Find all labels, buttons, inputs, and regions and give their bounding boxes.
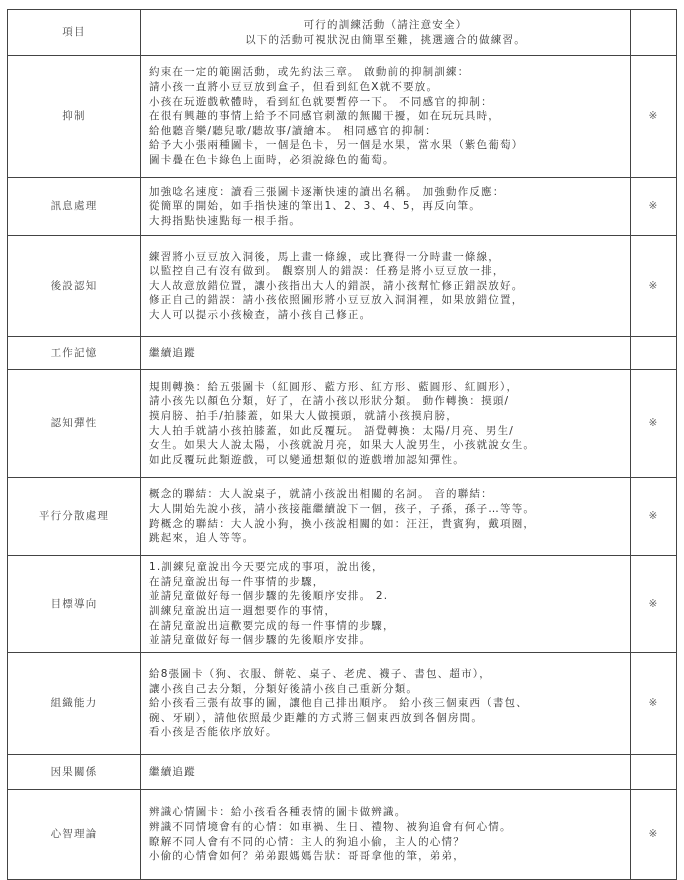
- row-activities: [141, 370, 631, 478]
- row-activities: [141, 236, 631, 337]
- row-activities: [141, 653, 631, 755]
- row-mark: ※: [631, 653, 677, 755]
- table-row: [8, 370, 677, 478]
- row-mark: [631, 755, 677, 790]
- activity-line: 大人開始先說小孩，請小孩接龍繼續說下一個，孩子，子孫，孫子…等等。: [149, 502, 536, 515]
- row-mark: ※: [631, 556, 677, 653]
- header-mark-cell: [631, 10, 677, 56]
- row-activities: [141, 178, 631, 236]
- activity-line: 修正自己的錯誤：請小孩依照圖形將小豆豆放入洞洞裡，如果放錯位置，: [149, 294, 524, 307]
- activity-line: 請小孩一直將小豆豆放到盒子，但看到紅色X就不要放。: [149, 81, 439, 94]
- table-row: [8, 556, 677, 653]
- table-row: [8, 478, 677, 556]
- row-item-label: 組織能力: [8, 653, 141, 755]
- row-item-label: 因果關係: [8, 755, 141, 790]
- activity-line: 約束在一定的範圍活動，或先約法三章。 啟動前的抑制訓練：: [149, 66, 470, 79]
- activity-line: 看小孩是否能依序放好。: [149, 726, 278, 739]
- header-title: [141, 10, 631, 56]
- row-item-label: 目標導向: [8, 556, 141, 653]
- header-row: [8, 10, 677, 56]
- row-mark: ※: [631, 56, 677, 178]
- table-row: [8, 755, 677, 790]
- row-mark: [631, 337, 677, 370]
- row-mark: ※: [631, 478, 677, 556]
- activity-line: 辨識心情圖卡：給小孩看各種表情的圖卡做辨識。: [149, 806, 407, 819]
- table-row: [8, 790, 677, 880]
- activity-line: 給他聽音樂/聽兒歌/聽故事/讀繪本。 相同感官的抑制：: [149, 124, 437, 137]
- table-row: [8, 653, 677, 755]
- activity-line: 給小孩看三張有故事的圖，讓他自己排出順序。 給小孩三個東西（書包、: [149, 697, 528, 710]
- row-item-label: 心智理論: [8, 790, 141, 880]
- table-row: [8, 337, 677, 370]
- header-title-line: 以下的活動可視狀況由簡單至難，挑選適合的做練習。: [245, 33, 526, 46]
- row-mark: ※: [631, 790, 677, 880]
- activity-line: 給8張圖卡（狗、衣服、餅乾、桌子、老虎、襪子、書包、超市），: [149, 668, 491, 681]
- activity-line: 並請兒童做好每一個步驟的先後順序安排。 2.: [149, 590, 389, 603]
- activity-line: 大拇指點快速點每一根手指。: [149, 214, 302, 227]
- table-row: [8, 178, 677, 236]
- row-activities: [141, 790, 631, 880]
- activity-line: 摸肩膀、拍手/拍膝蓋，如果大人做摸頭，就請小孩摸肩膀，: [149, 409, 458, 422]
- row-mark: ※: [631, 236, 677, 337]
- activity-line: 圖卡疊在色卡綠色上面時，必須說綠色的葡萄。: [149, 153, 395, 166]
- activity-line: 小孩在玩遊戲軟體時，看到紅色就要暫停一下。 不同感官的抑制：: [149, 95, 493, 108]
- table-row: [8, 236, 677, 337]
- header-title-line: 可行的訓練活動（請注意安全）: [303, 18, 468, 31]
- activity-line: 規則轉換：給五張圖卡（紅圓形、藍方形、紅方形、藍圓形、紅圓形），: [149, 380, 519, 393]
- activity-line: 大人拍手就請小孩拍膝蓋，如此反覆玩。 語覺轉換：太陽/月亮、男生/: [149, 424, 515, 437]
- row-item-label: 抑制: [8, 56, 141, 178]
- activity-line: 碗、牙刷），請他依照最少距離的方式將三個東西放到各個房間。: [149, 711, 484, 724]
- header-item-label: 項目: [8, 10, 141, 56]
- row-item-label: 後設認知: [8, 236, 141, 337]
- row-activities: [141, 755, 631, 790]
- training-activities-table: [7, 9, 677, 880]
- activity-line: 小偷的心情會如何？弟弟跟媽媽告狀：哥哥拿他的筆，弟弟，: [149, 850, 465, 863]
- row-activities: [141, 337, 631, 370]
- activity-line: 練習將小豆豆放入洞後，馬上畫一條線，或比賽得一分時畫一條線，: [149, 250, 500, 263]
- activity-line: 加強唸名速度：讀看三張圖卡逐漸快速的讀出名稱。 加強動作反應：: [149, 185, 505, 198]
- activity-line: 女生。如果大人說太陽，小孩就說月亮，如果大人說男生，小孩就說女生。: [149, 439, 536, 452]
- activity-line: 在請兒童說出每一件事情的步驟，: [149, 575, 325, 588]
- row-item-label: 訊息處理: [8, 178, 141, 236]
- activity-line: 從簡單的開始，如手指快速的筆出1、2、3、4、5，再反向筆。: [149, 200, 481, 213]
- activity-line: 辨識不同情境會有的心情：如車禍、生日、禮物、被狗追會有何心情。: [149, 820, 512, 833]
- activity-line: 概念的聯結：大人說桌子，就請小孩說出相關的名詞。 音的聯結：: [149, 488, 493, 501]
- activity-line: 如此反覆玩此類遊戲，可以變通想類似的遊戲增加認知彈性。: [149, 453, 465, 466]
- row-item-label: 認知彈性: [8, 370, 141, 478]
- activity-line: 大人可以提示小孩檢查，請小孩自己修正。: [149, 308, 372, 321]
- activity-line: 請小孩先以顏色分類，好了，在請小孩以形狀分類。 動作轉換：摸頭/: [149, 395, 510, 408]
- row-item-label: 工作記憶: [8, 337, 141, 370]
- activity-line: 在請兒童說出這歡要完成的每一件事情的步驟，: [149, 619, 395, 632]
- activity-line: 以監控自己有沒有做到。 觀察別人的錯誤：任務是將小豆豆放一排，: [149, 265, 505, 278]
- activity-line: 在很有興趣的事情上給予不同感官刺激的無關干擾，如在玩玩具時，: [149, 110, 500, 123]
- row-activities: [141, 56, 631, 178]
- activity-line: 給予大小張兩種圖卡，一個是色卡，另一個是水果，當水果（紫色葡萄）: [149, 139, 524, 152]
- row-activities: [141, 556, 631, 653]
- activity-line: 讓小孩自己去分類，分類好後請小孩自己重新分類。: [149, 682, 419, 695]
- row-item-label: 平行分散處理: [8, 478, 141, 556]
- activity-line: 訓練兒童說出這一週想要作的事情，: [149, 605, 337, 617]
- activity-line: 大人故意放錯位置，讓小孩指出大人的錯誤，請小孩幫忙修正錯誤放好。: [149, 279, 524, 292]
- activity-line: 繼續追蹤: [149, 765, 196, 778]
- activity-line: 1.訓練兒童說出今天要完成的事項，說出後，: [149, 561, 384, 574]
- activity-line: 並請兒童做好每一個步驟的先後順序安排。: [149, 634, 372, 647]
- activity-line: 繼續追蹤: [149, 346, 196, 359]
- activity-line: 跳起來，追人等等。: [149, 532, 255, 545]
- row-mark: ※: [631, 370, 677, 478]
- row-mark: ※: [631, 178, 677, 236]
- table-row: [8, 56, 677, 178]
- activity-line: 瞭解不同人會有不同的心情：主人的狗追小偷，主人的心情？: [149, 835, 465, 848]
- row-activities: [141, 478, 631, 556]
- activity-line: 跨概念的聯結：大人說小狗，換小孩說相關的如：汪汪，貴賓狗，戴項圈，: [149, 517, 536, 530]
